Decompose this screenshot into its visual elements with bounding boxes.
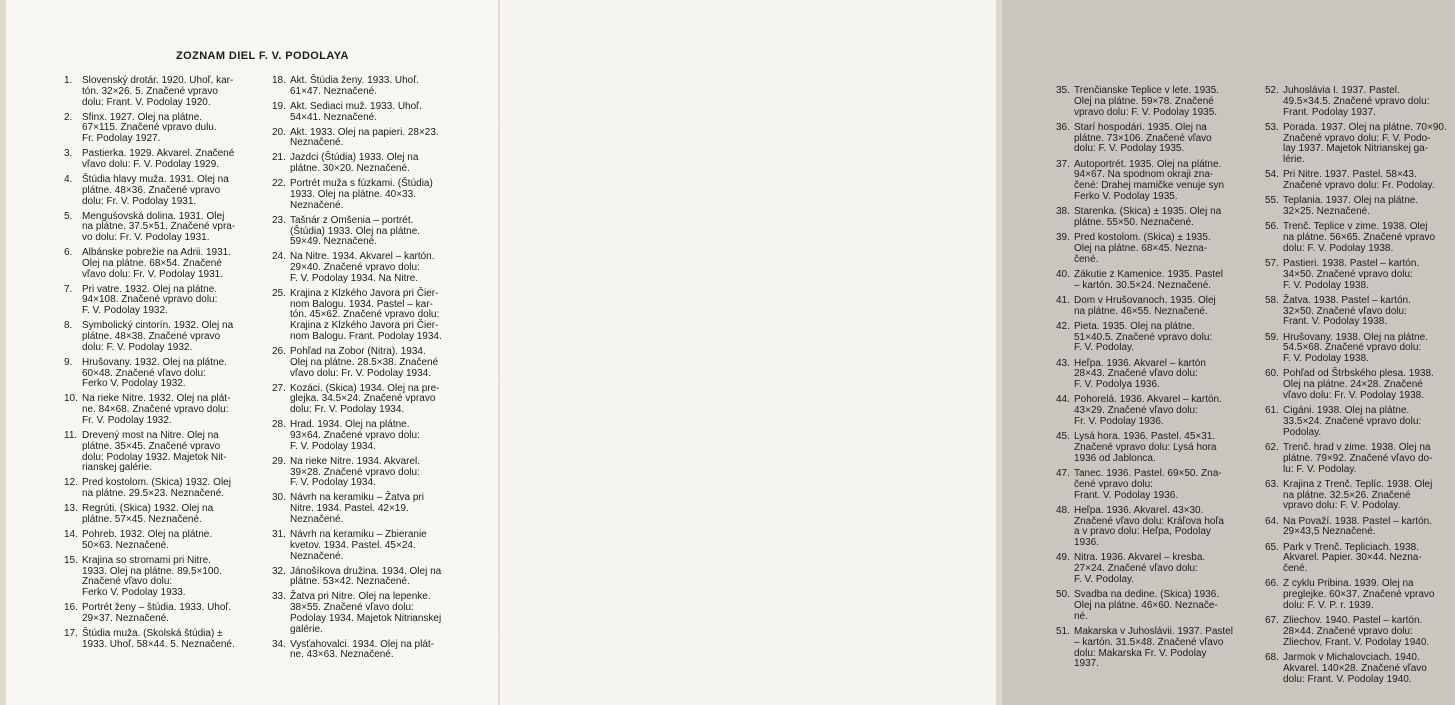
entry-text: Na rieke Nitre. 1934. Akvarel. 39×28. Značené vpravo dolu: F. V. Podolay 1934. [290, 455, 421, 489]
entry-text: Pohľad od Štrbského plesa. 1938. Olej na plátne. 24×28. Značené vľavo dolu: Fr. V. Podolay 1938. [1283, 368, 1434, 402]
entry-text: Nitra. 1936. Akvarel – kresba. 27×24. Značené vľavo dolu: F. V. Podolay. [1074, 552, 1206, 585]
entry-text: Pri Nitre. 1937. Pastel. 58×43. Značené vpravo dolu: Fr. Podolay. [1283, 169, 1435, 192]
entry-number: 1. [64, 75, 73, 86]
catalogue-entry [1265, 259, 1455, 291]
entry-number: 16. [64, 602, 78, 614]
catalogue-entry [272, 128, 468, 150]
entry-text: Tanec. 1936. Pastel. 69×50. Zna- čené vpravo dolu: Frant. V. Podolay 1936. [1074, 468, 1222, 501]
catalogue-entry [1265, 517, 1455, 539]
entry-text: Cigáni. 1938. Olej na plátne. 33.5×24. Značené vpravo dolu: Podolay. [1283, 405, 1422, 438]
catalogue-entry [272, 252, 468, 284]
entry-text: Z cyklu Pribina. 1939. Olej na preglejke. 60×37. Značené vpravo dolu: F. V. P. r. 1939. [1283, 578, 1435, 611]
entry-text: Drevený most na Nitre. Olej na plátne. 35×45. Značené vpravo dolu: Podolay 1932. Majetok Nit- rianskej galérie. [82, 429, 227, 474]
catalogue-entry [1265, 222, 1455, 254]
entry-number: 55. [1265, 195, 1279, 207]
entry-number: 48. [1056, 504, 1070, 516]
column-4 [1265, 86, 1455, 690]
entry-text: Park v Trenč. Tepliciach. 1938. Akvarel. Papier. 30×44. Nezna- čené. [1283, 541, 1422, 575]
entry-text: Tašnár z Omšenia – portrét. (Štúdia) 1933. Olej na plátne. 59×49. Neznačené. [290, 214, 421, 248]
entry-number: 38. [1056, 206, 1070, 218]
catalogue-entry [1056, 207, 1252, 229]
entry-number: 4. [64, 173, 73, 185]
entry-number: 40. [1056, 268, 1070, 280]
catalogue-entry [1265, 86, 1455, 118]
catalogue-entry [64, 149, 260, 171]
entry-number: 7. [64, 283, 73, 295]
catalogue-entry [1265, 653, 1455, 685]
entry-text: Krajina z Trenč. Teplíc. 1938. Olej na plátne. 32.5×26. Značené vpravo dolu: F. V. Podolay. [1283, 478, 1433, 512]
catalogue-entry [64, 504, 260, 526]
entry-number: 24. [272, 251, 286, 263]
entry-number: 20. [272, 126, 286, 138]
catalogue-entry [272, 592, 468, 635]
right-page [500, 0, 1447, 705]
catalogue-entry [64, 603, 260, 625]
entry-text: Pohľad na Zobor (Nitra). 1934. Olej na plátne. 28.5×38. Značené vľavo dolu: Fr. V. Podolay 1934. [290, 346, 439, 379]
catalogue-entry [1265, 196, 1455, 218]
catalogue-entry [1056, 233, 1252, 265]
entry-number: 66. [1265, 578, 1279, 590]
entry-number: 26. [272, 346, 286, 358]
catalogue-entry [1056, 469, 1252, 501]
catalogue-entry [1265, 543, 1455, 575]
catalogue-entry [64, 478, 260, 500]
entry-number: 32. [272, 565, 286, 577]
entry-number: 9. [64, 356, 73, 368]
entry-number: 3. [64, 148, 73, 160]
catalogue-entry [64, 285, 260, 317]
catalogue-entry [64, 530, 260, 552]
catalogue-entry [272, 493, 468, 525]
entry-text: Zákutie z Kamenice. 1935. Pastel – kartón. 30.5×24. Neznačené. [1074, 268, 1223, 291]
catalogue-entry [1056, 627, 1252, 670]
column-1 [64, 76, 260, 655]
entry-text: Porada. 1937. Olej na plátne. 70×90. Značené vpravo dolu: F. V. Podo- lay 1937. Majetok Nitrianskej ga- lérie. [1283, 121, 1447, 166]
catalogue-entry [1056, 395, 1252, 427]
catalogue-entry [64, 113, 260, 145]
entry-text: Teplania. 1937. Olej na plátne. 32×25. Neznačené. [1283, 195, 1419, 218]
entry-text: Hrušovany. 1938. Olej na plátne. 54.5×68. Značené vpravo dolu: F. V. Podolay 1938. [1283, 331, 1428, 365]
entry-text: Akt. 1933. Olej na papieri. 28×23. Neznačené. [290, 126, 439, 149]
catalogue-entry [1056, 86, 1252, 118]
entry-number: 29. [272, 455, 286, 467]
catalogue-entry [64, 212, 260, 244]
entry-text: Pohreb. 1932. Olej na plátne. 50×63. Neznačené. [82, 528, 213, 551]
entry-text: Štúdia muža. (Skolská štúdia) ± 1933. Uhoľ. 58×44. 5. Neznačené. [82, 627, 235, 650]
entry-text: Jánošíkova družina. 1934. Olej na plátne. 53×42. Neznačené. [290, 565, 442, 588]
column-2 [272, 76, 468, 665]
catalogue-entry [64, 321, 260, 353]
entry-number: 5. [64, 210, 73, 222]
entry-text: Pred kostolom. (Skica) ± 1935. Olej na plátne. 68×45. Nezna- čené. [1074, 232, 1211, 265]
entry-number: 41. [1056, 294, 1070, 306]
catalogue-entry [272, 153, 468, 175]
page-edge-shadow [0, 0, 6, 705]
entry-number: 19. [272, 100, 286, 112]
catalogue-entry [1265, 170, 1455, 192]
entry-number: 36. [1056, 121, 1070, 133]
catalogue-entry [1056, 590, 1252, 622]
entry-number: 28. [272, 419, 286, 431]
catalogue-entry [1056, 506, 1252, 549]
entry-text: Štúdia hlavy muža. 1931. Olej na plátne. 48×36. Značené vpravo dolu: Fr. V. Podolay 1931. [82, 173, 229, 207]
entry-text: Svadba na dedine. (Skica) 1936. Olej na plátne. 46×60. Neznače- né. [1074, 589, 1220, 622]
entry-number: 11. [64, 429, 78, 441]
entry-text: Zliechov. 1940. Pastel – kartón. 28×44. Značené vpravo dolu: Zliechov, Frant. V. Podolay 1940. [1283, 615, 1430, 648]
entry-text: Návrh na keramiku – Zbieranie kvetov. 1934. Pastel. 45×24. Neznačené. [290, 528, 427, 562]
catalogue-entry [1265, 443, 1455, 475]
catalogue-entry [64, 431, 260, 474]
catalogue-entry [1056, 123, 1252, 155]
page-edge-shadow [996, 0, 1002, 705]
entry-text: Makarska v Juhoslávii. 1937. Pastel – kartón. 31.5×48. Značené vľavo dolu: Makarska Fr. V. Podolay 1937. [1074, 625, 1233, 670]
entry-number: 23. [272, 214, 286, 226]
entry-text: Albánske pobrežie na Adrii. 1931. Olej na plátne. 68×54. Značené vľavo dolu: Fr. V. Podolay 1931. [82, 247, 231, 280]
entry-number: 37. [1056, 158, 1070, 170]
entry-text: Dom v Hrušovanoch. 1935. Olej na plátne. 46×55. Neznačené. [1074, 294, 1216, 317]
catalogue-entry [1056, 270, 1252, 292]
catalogue-entry [64, 175, 260, 207]
entry-number: 21. [272, 152, 286, 164]
entry-text: Žatva. 1938. Pastel – kartón. 32×50. Značené vľavo dolu: Frant. V. Podolay 1938. [1283, 294, 1411, 328]
entry-text: Trenčianske Teplice v lete. 1935. Olej na plátne. 59×78. Značené vpravo dolu: F. V. Podolay 1935. [1074, 85, 1220, 118]
entry-number: 18. [272, 75, 286, 86]
entry-number: 13. [64, 503, 78, 515]
catalogue-entry [1265, 480, 1455, 512]
catalogue-entry [272, 289, 468, 343]
entry-text: Žatva pri Nitre. Olej na lepenke. 38×55. Značené vľavo dolu: Podolay 1934. Majetok Nitrianskej galérie. [290, 591, 442, 635]
entry-number: 49. [1056, 552, 1070, 564]
catalogue-entry [272, 347, 468, 379]
entry-text: Hrad. 1934. Olej na plátne. 93×64. Značené vpravo dolu: F. V. Podolay 1934. [290, 419, 420, 452]
entry-number: 52. [1265, 85, 1279, 96]
entry-number: 10. [64, 393, 78, 405]
entry-text: Regrúti. (Skica) 1932. Olej na plátne. 57×45. Neznačené. [82, 503, 214, 525]
catalogue-entry [64, 76, 260, 108]
entry-number: 17. [64, 627, 78, 639]
catalogue-entry [1265, 616, 1455, 648]
entry-number: 43. [1056, 357, 1070, 369]
entry-number: 33. [272, 591, 286, 603]
catalogue-entry [64, 556, 260, 599]
entry-text: Starenka. (Skica) ± 1935. Olej na plátne. 55×50. Neznačené. [1074, 206, 1222, 228]
entry-text: Pieta. 1935. Olej na plátne. 51×40.5. Značené vpravo dolu: F. V. Podolay. [1074, 320, 1213, 354]
entry-text: Heľpa. 1936. Akvarel. 43×30. Značené vľavo dolu: Kráľova hoľa a v pravo dolu: Heľpa, Podolay 1936. [1074, 504, 1224, 549]
entry-text: Vysťahovalci. 1934. Olej na plát- ne. 43×63. Neznačené. [290, 638, 435, 661]
entry-text: Pastierka. 1929. Akvarel. Značené vľavo dolu: F. V. Podolay 1929. [82, 148, 235, 170]
entry-number: 61. [1265, 405, 1279, 417]
entry-number: 34. [272, 638, 286, 650]
catalogue-entry [1265, 406, 1455, 438]
catalogue-entry [1056, 322, 1252, 354]
catalogue-entry [272, 76, 468, 98]
entry-number: 59. [1265, 331, 1279, 343]
entry-number: 42. [1056, 320, 1070, 332]
entry-number: 53. [1265, 121, 1279, 133]
catalogue-entry [272, 640, 468, 662]
catalogue-entry [1265, 296, 1455, 328]
entry-text: Hrušovany. 1932. Olej na plátne. 60×48. Značené vľavo dolu: Ferko V. Podolay 1932. [82, 356, 227, 390]
catalogue-entry [64, 629, 260, 651]
entry-number: 57. [1265, 258, 1279, 270]
entry-number: 44. [1056, 394, 1070, 406]
entry-number: 56. [1265, 221, 1279, 233]
entry-text: Akt. Štúdia ženy. 1933. Uhoľ. 61×47. Neznačené. [290, 75, 419, 97]
entry-number: 62. [1265, 442, 1279, 454]
entry-number: 68. [1265, 651, 1279, 663]
entry-text: Kozáci. (Skica) 1934. Olej na pre- glejka. 34.5×24. Značené vpravo dolu: Fr. V. Podolay 1934. [290, 382, 440, 416]
entry-text: Jazdci (Štúdia) 1933. Olej na plátne. 30×20. Neznačené. [290, 152, 419, 175]
catalogue-entry [1056, 160, 1252, 203]
catalogue-entry [1265, 369, 1455, 401]
catalogue-entry [1265, 333, 1455, 365]
entry-number: 6. [64, 247, 73, 259]
catalogue-entry [272, 102, 468, 124]
entry-text: Slovenský drotár. 1920. Uhoľ, kar- tón. 32×26. 5. Značené vpravo dolu: Frant. V. Podolay 1920. [82, 75, 234, 108]
catalogue-entry [272, 420, 468, 452]
entry-text: Menguśovská dolina. 1931. Olej na plátne. 37.5×51. Značené vpra- vo dolu: Fr. V. Podolay 1931. [82, 210, 236, 244]
catalogue-entry [1056, 432, 1252, 464]
entry-text: Trenč. hrad v zime. 1938. Olej na plátne. 79×92. Značené vľavo do- lu: F. V. Podolay. [1283, 442, 1433, 475]
catalogue-entry [64, 248, 260, 280]
entry-text: Lysá hora. 1936. Pastel. 45×31. Značené vpravo dolu: Lysá hora 1936 od Jablonca. [1074, 431, 1217, 464]
catalogue-entry [64, 358, 260, 390]
entry-number: 63. [1265, 478, 1279, 490]
entry-number: 60. [1265, 368, 1279, 380]
entry-text: Pastieri. 1938. Pastel – kartón. 34×50. Značené vpravo dolu: F. V. Podolay 1938. [1283, 258, 1420, 291]
entry-text: Trenč. Teplice v zime. 1938. Olej na plátne. 56×65. Značené vpravo dolu: F. V. Podolay 1938. [1283, 221, 1436, 254]
catalogue-entry [1265, 123, 1455, 166]
catalogue-entry [1056, 359, 1252, 391]
entry-number: 67. [1265, 615, 1279, 627]
entry-number: 45. [1056, 431, 1070, 443]
catalogue-entry [272, 530, 468, 562]
entry-number: 25. [272, 287, 286, 299]
entry-text: Pri vatre. 1932. Olej na plátne. 94×108. Značené vpravo dolu: F. V. Podolay 1932. [82, 283, 218, 317]
catalogue-entry [272, 179, 468, 211]
entry-number: 14. [64, 528, 78, 540]
entry-text: Jarmok v Michalovciach. 1940. Akvarel. 140×28. Značené vľavo dolu: Frant. V. Podolay 1940. [1283, 651, 1427, 685]
entry-text: Krajina so stromami pri Nitre. 1933. Olej na plátne. 89.5×100. Značené vľavo dolu: Ferko V. Podolay 1933. [82, 554, 222, 599]
list-title: ZOZNAM DIEL F. V. PODOLAYA [176, 50, 349, 62]
entry-number: 22. [272, 178, 286, 190]
entry-text: Pohorelá. 1936. Akvarel – kartón. 43×29. Značené vľavo dolu: Fr. V. Podolay 1936. [1074, 394, 1222, 428]
entry-number: 51. [1056, 625, 1070, 637]
entry-text: Starí hospodári. 1935. Olej na plátne. 73×106. Značené vľavo dolu: F. V. Podolay 1935. [1074, 121, 1212, 155]
entry-text: Pred kostolom. (Skica) 1932. Olej na plátne. 29.5×23. Neznačené. [82, 477, 231, 500]
entry-number: 2. [64, 111, 73, 123]
entry-text: Akt. Sediaci muž. 1933. Uhoľ. 54×41. Neznačené. [290, 100, 422, 123]
entry-number: 31. [272, 528, 286, 540]
catalogue-entry [272, 567, 468, 589]
entry-number: 47. [1056, 468, 1070, 479]
catalogue-entry [1056, 553, 1252, 585]
entry-text: Na Považí. 1938. Pastel – kartón. 29×43,5 Neznačené. [1283, 515, 1432, 538]
entry-number: 12. [64, 477, 78, 489]
entry-text: Krajina z Klzkého Javora pri Čier- nom Balogu. 1934. Pastel – kar- tón. 45×62. Značené vpravo dolu: Krajina z Klzkého Javora pri Čier- nom Balogu. Frant. Podolay 1934. [290, 287, 442, 343]
catalogue-entry [272, 457, 468, 489]
entry-text: Autoportrét. 1935. Olej na plátne. 94×67. Na spodnom okraji zna- čené: Drahej mamičke venuje syn Ferko V. Podolay 1935. [1074, 158, 1225, 202]
catalogue-entry [1265, 579, 1455, 611]
entry-text: Portrét ženy – štúdia. 1933. Uhoľ. 29×37. Neznačené. [82, 602, 232, 624]
entry-number: 27. [272, 382, 286, 394]
entry-text: Na rieke Nitre. 1932. Olej na plát- ne. 84×68. Značené vpravo dolu: Fr. V. Podolay 1932. [82, 393, 231, 426]
entry-number: 8. [64, 320, 73, 332]
entry-text: Sfinx. 1927. Olej na plátne. 67×115. Značené vpravo dulu. Fr. Podolay 1927. [82, 111, 217, 145]
entry-number: 30. [272, 492, 286, 504]
entry-text: Heľpa. 1936. Akvarel – kartón 28×43. Značené vľavo dolu: F. V. Podolya 1936. [1074, 357, 1206, 391]
entry-number: 50. [1056, 589, 1070, 601]
catalogue-entry [64, 394, 260, 426]
catalogue-entry [272, 216, 468, 248]
column-3 [1056, 86, 1252, 675]
left-page [0, 0, 500, 705]
entry-number: 35. [1056, 85, 1070, 96]
entry-text: Portrét muža s fúzkami. (Štúdia) 1933. Olej na plátne. 40×33. Neznačené. [290, 178, 433, 211]
entry-text: Juhoslávia I. 1937. Pastel. 49.5×34.5. Značené vpravo dolu: Frant. Podolay 1937. [1283, 85, 1430, 118]
catalogue-entry [1056, 296, 1252, 318]
entry-text: Na Nitre. 1934. Akvarel – kartón. 29×40. Značené vpravo dolu: F. V. Podolay 1934. Na Nitre. [290, 251, 435, 284]
entry-number: 64. [1265, 515, 1279, 527]
entry-number: 15. [64, 554, 78, 566]
catalogue-entry [272, 384, 468, 416]
entry-text: Návrh na keramiku – Žatva pri Nitre. 1934. Pastel. 42×19. Neznačené. [290, 492, 424, 525]
entry-number: 58. [1265, 294, 1279, 306]
entry-number: 54. [1265, 169, 1279, 181]
entry-number: 65. [1265, 541, 1279, 553]
entry-number: 39. [1056, 232, 1070, 244]
entry-text: Symbolický cintorín. 1932. Olej na plátne. 48×38. Značené vpravo dolu: F. V. Podolay 1932. [82, 320, 234, 353]
